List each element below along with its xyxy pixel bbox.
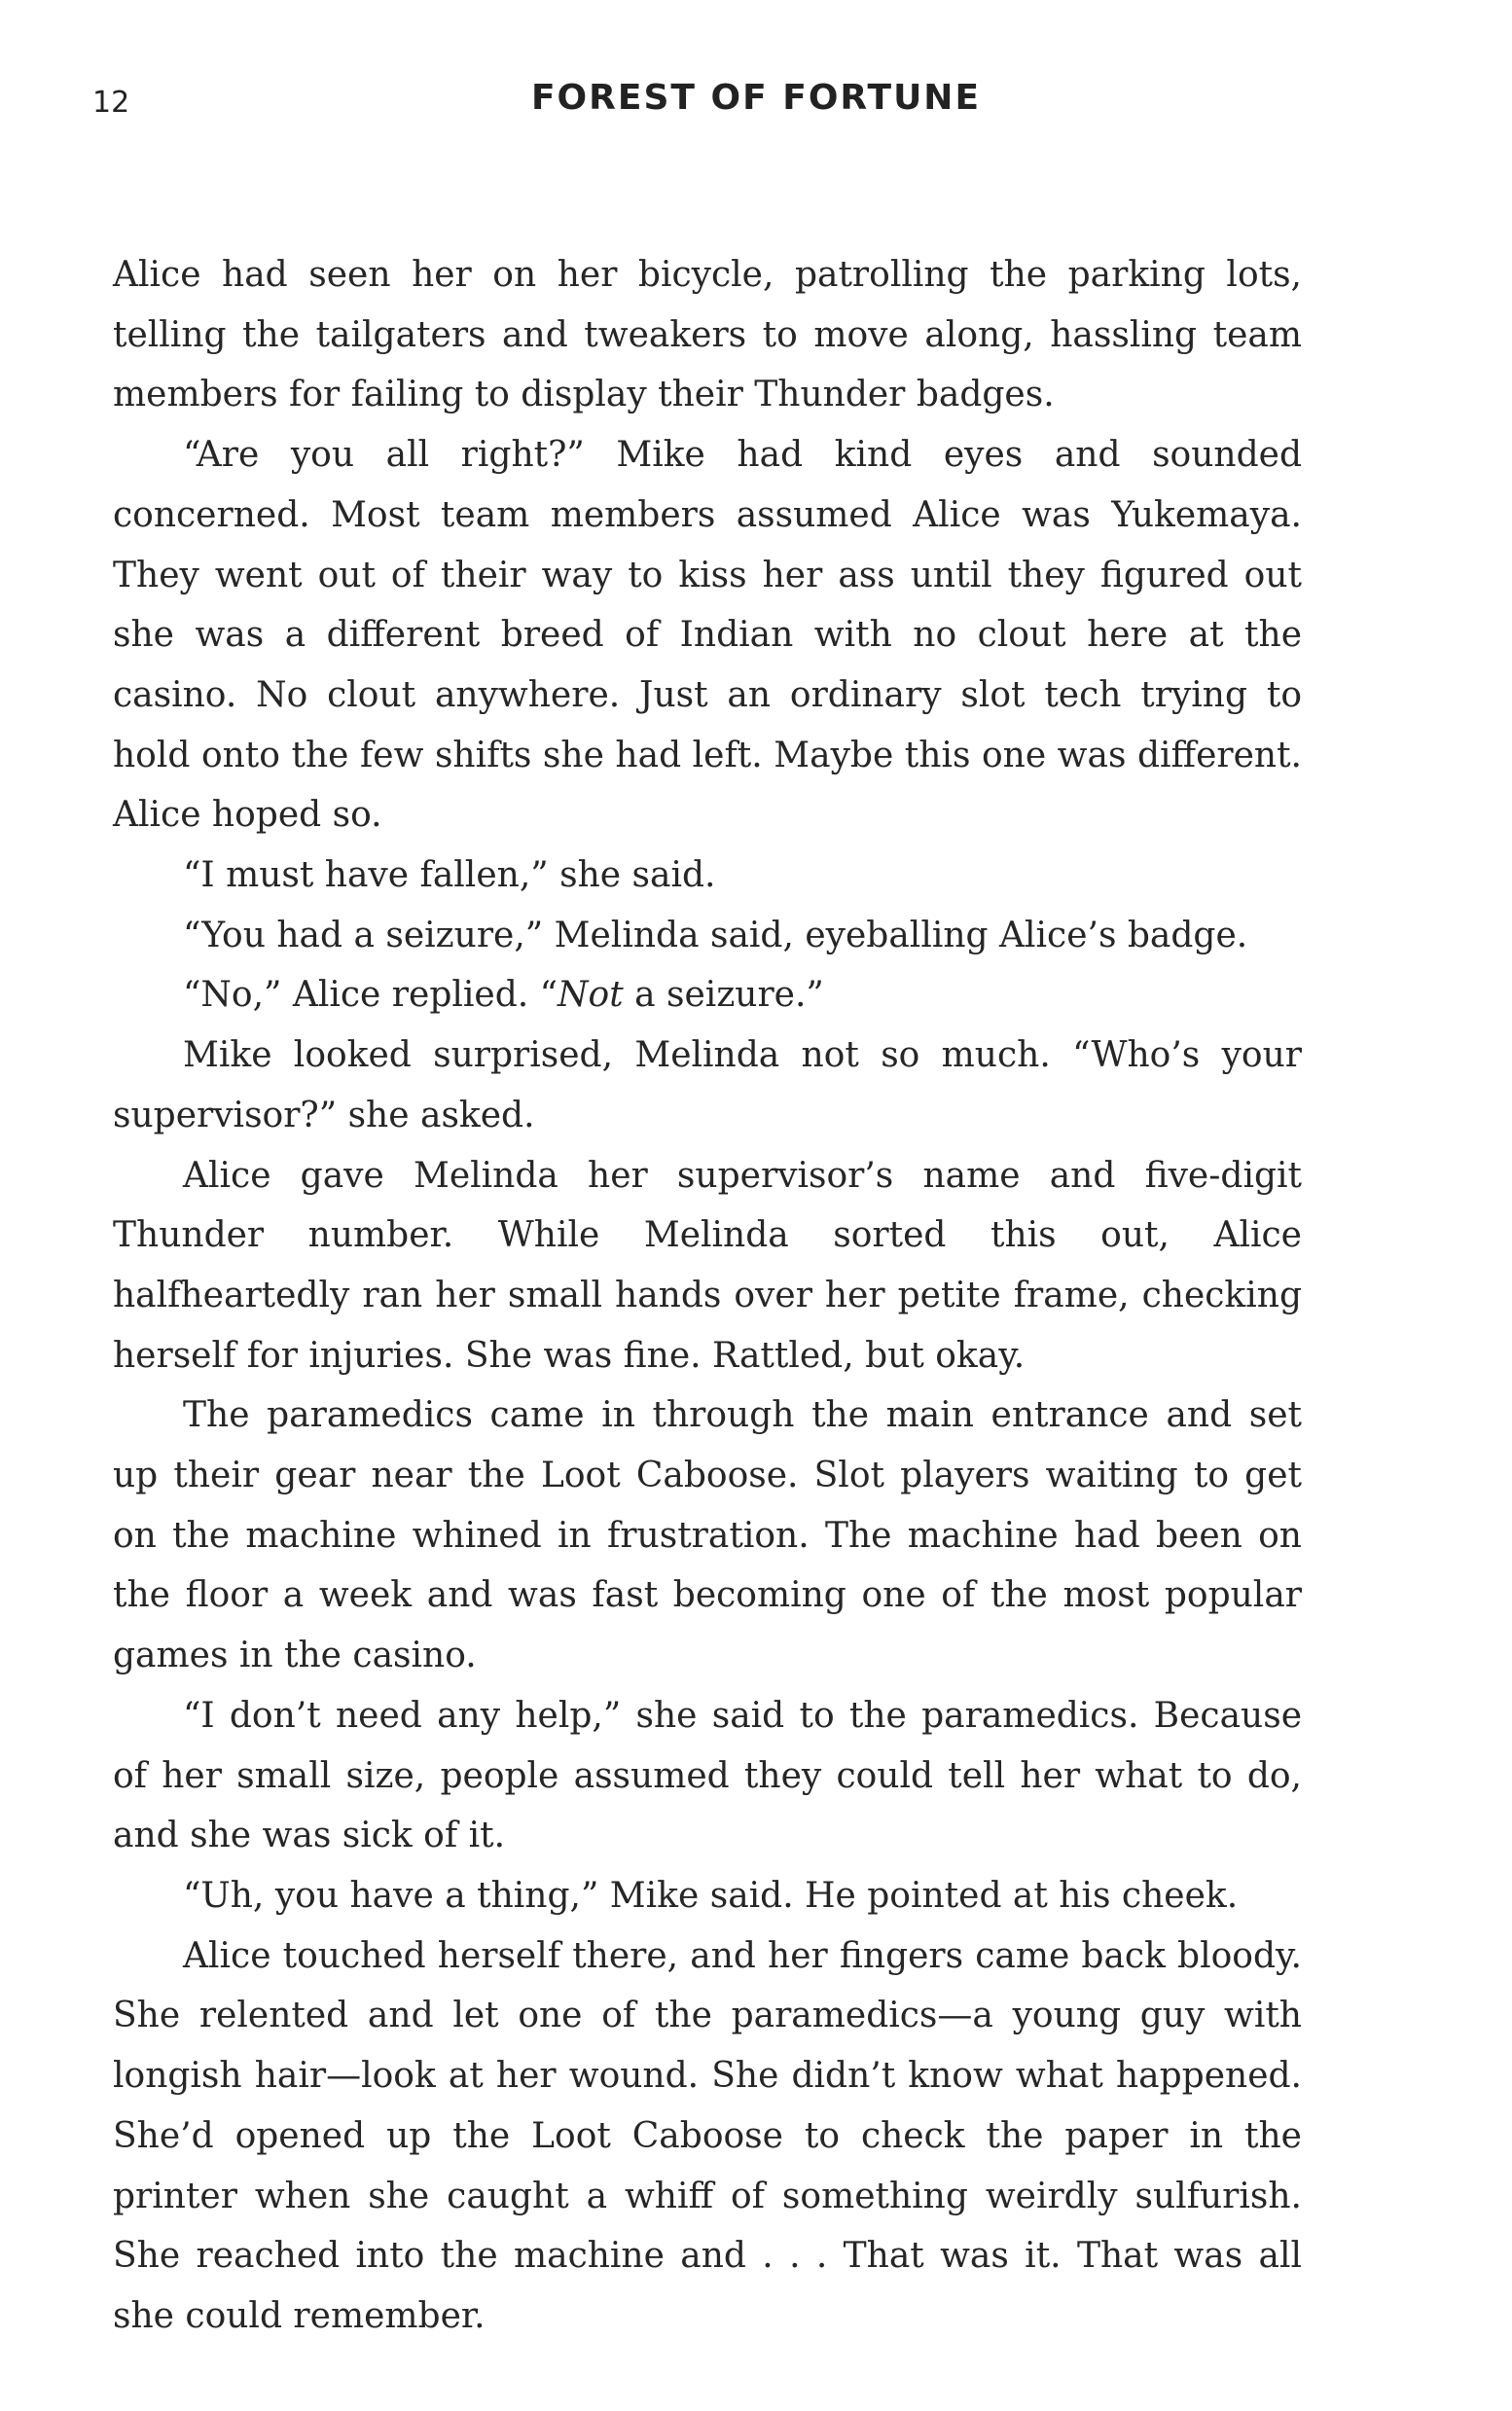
body-text xyxy=(113,245,1302,2347)
paragraph-8: The paramedics came in through the main entrance and set up their gear near the Loot Caboose. Slot players waiting to get on the machine whined in frustration. The machine had been on the floor a week and was fast becoming one of the most popular games in the casino. xyxy=(113,1395,1302,1676)
running-header xyxy=(0,76,1512,134)
paragraph-4: “You had a seizure,” Melinda said, eyeballing Alice’s badge. xyxy=(183,915,1248,955)
paragraph-5-end: a seizure.” xyxy=(623,975,824,1016)
paragraph-7: Alice gave Melinda her supervisor’s name and five-digit Thunder number. While Melinda sorted this out, Alice halfheartedly ran her small hands over her petite frame, checking herself for injuries. She was fine. Rattled, but okay. xyxy=(113,1155,1302,1376)
paragraph-5 xyxy=(113,965,1302,1026)
paragraph-1: Alice had seen her on her bicycle, patrolling the parking lots, telling the tailgaters and tweakers to move along, hassling team members for failing to display their Thunder badges. xyxy=(113,255,1302,415)
book-title: FOREST OF FORTUNE xyxy=(530,78,982,118)
paragraph-11: Alice touched herself there, and her fingers came back bloody. She relented and let one of the paramedics—a young guy with longish hair—look at her wound. She didn’t know what happened. She’d opened up the Loot Caboose to check the paper in the printer when she caught a whiff of something weirdly sulfurish. She reached into the machine and . . . That was it. That was all she could remember. xyxy=(113,1935,1302,2336)
paragraph-3: “I must have fallen,” she said. xyxy=(183,855,716,896)
paragraph-9: “I don’t need any help,” she said to the paramedics. Because of her small size, people assumed they could tell her what to do, and she was sick of it. xyxy=(113,1695,1302,1856)
page-number: 12 xyxy=(92,86,130,120)
paragraph-5-start: “No,” Alice replied. “ xyxy=(183,975,558,1016)
paragraph-6: Mike looked surprised, Melinda not so much. “Who’s your supervisor?” she asked. xyxy=(113,1035,1302,1135)
paragraph-10: “Uh, you have a thing,” Mike said. He pointed at his cheek. xyxy=(183,1875,1239,1916)
paragraph-2: “Are you all right?” Mike had kind eyes and sounded concerned. Most team members assumed Alice was Yukemaya. They went out of their way to kiss her ass until they figured out she was a different breed of Indian with no clout here at the casino. No clout anywhere. Just an ordinary slot tech trying to hold onto the few shifts she had left. Maybe this one was different. Alice hoped so. xyxy=(113,435,1302,836)
emphasis-not: Not xyxy=(558,975,624,1016)
